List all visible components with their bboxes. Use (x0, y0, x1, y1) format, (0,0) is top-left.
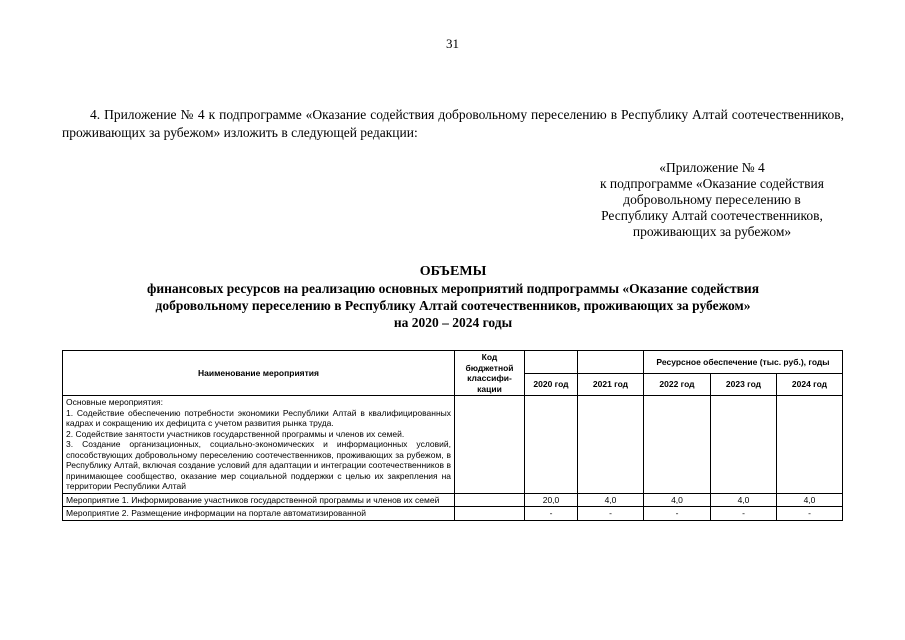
header-name: Наименование мероприятия (63, 351, 455, 396)
page-number: 31 (446, 36, 459, 51)
header-year: 2020 год (525, 373, 578, 396)
header-resource: Ресурсное обеспечение (тыс. руб.), годы (644, 351, 843, 374)
table-row (63, 493, 843, 507)
appendix-line: «Приложение № 4 (659, 160, 765, 175)
header-year: 2021 год (578, 373, 644, 396)
row-value: 4,0 (777, 493, 843, 507)
appendix-line: проживающих за рубежом» (632, 224, 792, 239)
row-value: 4,0 (711, 493, 777, 507)
appendix-line: Республику Алтай соотечественников, (601, 208, 823, 223)
row-value: - (644, 507, 711, 521)
row-name (63, 396, 455, 494)
row-value: 20,0 (525, 493, 578, 507)
header-year: 2023 год (711, 373, 777, 396)
row-name-line: 2. Содействие занятости участников государственной программы и членов их семей. (66, 428, 405, 439)
row-value (578, 396, 644, 494)
row-code (455, 396, 525, 494)
title-line-4: на 2020 – 2024 годы (393, 315, 513, 330)
appendix-line: добровольному переселению в (623, 192, 801, 207)
row-value: - (777, 507, 843, 521)
header-empty-cell (578, 351, 644, 374)
document-title (62, 263, 844, 331)
row-name-line: 1. Содействие обеспечению потребности экономики Республики Алтай в квалифицированных кадрах и сокращению их дефицита с учетом развития рынка труда. (66, 407, 451, 428)
row-name: Мероприятие 1. Информирование участников государственной программы и членов их семей (63, 493, 455, 507)
header-code: Код бюджетной классифи-кации (455, 351, 525, 396)
row-value: 4,0 (578, 493, 644, 507)
header-empty-cell (525, 351, 578, 374)
row-value: 4,0 (644, 493, 711, 507)
row-value (777, 396, 843, 494)
title-line-2: финансовых ресурсов на реализацию основных мероприятий подпрограммы «Оказание содействия (146, 281, 759, 296)
row-code (455, 493, 525, 507)
header-year: 2022 год (644, 373, 711, 396)
table-row (63, 396, 843, 494)
title-line-1: ОБЪЕМЫ (419, 264, 487, 279)
row-value: - (525, 507, 578, 521)
row-code (455, 507, 525, 521)
row-name: Мероприятие 2. Размещение информации на портале автоматизированной (63, 507, 455, 521)
row-name-line: 3. Создание организационных, социально-экономических и информационных условий, способствующих добровольному переселению соотечественников, проживающих за рубежом, в Республику Алтай, включая создание условий для адаптации и интеграции соотечественников в принимающее сообщество, оказание мер социальной поддержки с целью их закрепления на территории Республики Алтай (66, 439, 451, 491)
appendix-reference (572, 160, 852, 240)
table-header-row (63, 351, 843, 374)
row-value (525, 396, 578, 494)
funding-table (62, 350, 843, 521)
title-line-3: добровольному переселению в Республику Алтай соотечественников, проживающих за рубежом» (155, 298, 751, 313)
row-value (644, 396, 711, 494)
row-value: - (578, 507, 644, 521)
row-name-line: Основные мероприятия: (66, 397, 164, 407)
table-row (63, 507, 843, 521)
header-year: 2024 год (777, 373, 843, 396)
row-value: - (711, 507, 777, 521)
appendix-line: к подпрограмме «Оказание содействия (600, 176, 824, 191)
row-value (711, 396, 777, 494)
intro-paragraph: 4. Приложение № 4 к подпрограмме «Оказание содействия добровольному переселению в Республику Алтай соотечественников, проживающих за рубежом» изложить в следующей редакции: (62, 107, 844, 140)
